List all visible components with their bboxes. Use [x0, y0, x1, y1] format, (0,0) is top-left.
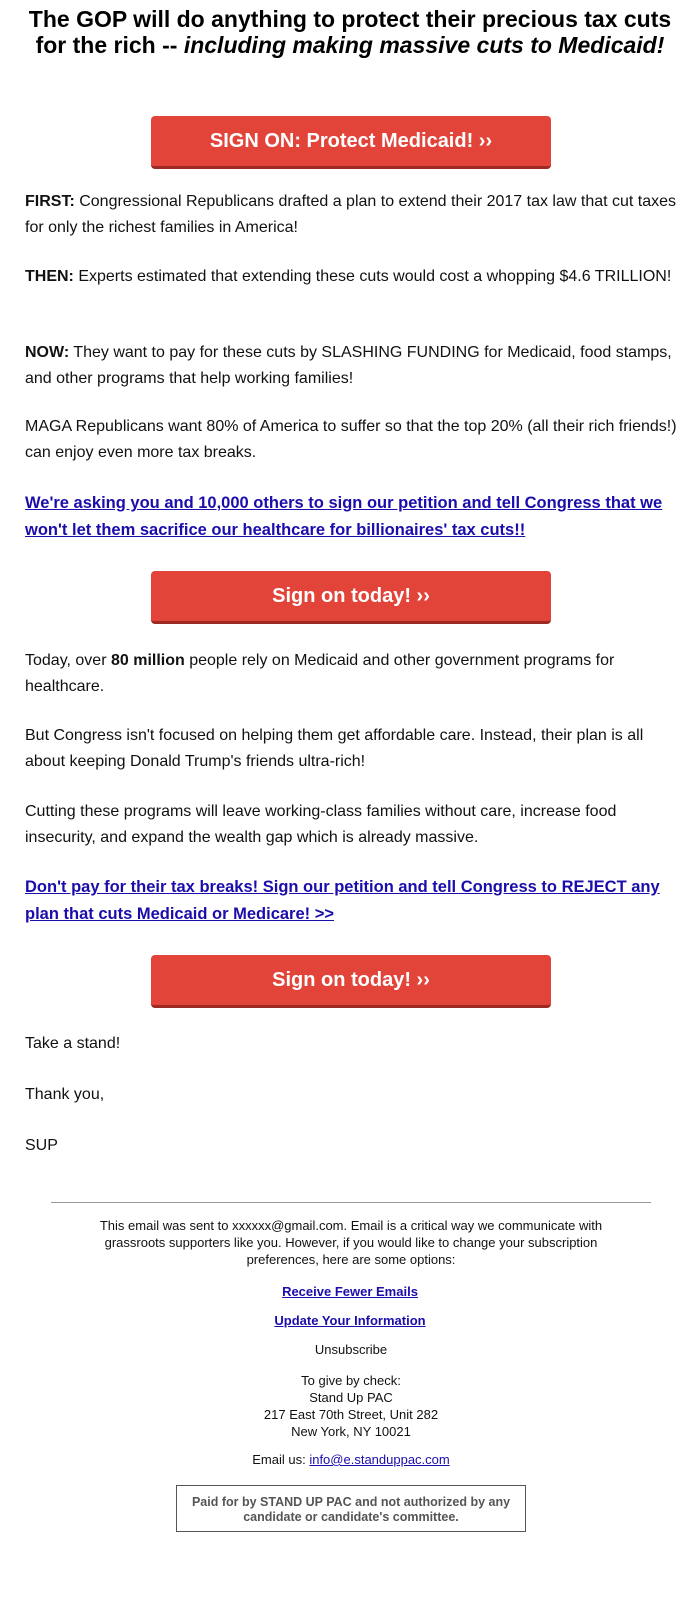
signoff: SUP	[25, 1137, 58, 1154]
mailing-address	[76, 1372, 626, 1440]
petition-link-paragraph-2	[25, 874, 680, 928]
sign-on-today-button-1[interactable]: Sign on today! ››	[151, 571, 551, 624]
then-paragraph	[25, 264, 680, 290]
then-label: THEN:	[25, 268, 74, 285]
first-paragraph	[25, 189, 680, 241]
footer-divider	[51, 1202, 651, 1203]
email-label: Email us:	[252, 1452, 310, 1467]
email-us-line	[76, 1451, 626, 1468]
update-info-row	[150, 1312, 550, 1329]
today-paragraph	[25, 648, 680, 700]
petition-link-1[interactable]: We're asking you and 10,000 others to sign our petition and tell Congress that we won't let them sacrifice our healthcare for billionaires' tax cuts!!	[25, 494, 663, 539]
petition-link-paragraph-1	[25, 490, 680, 544]
then-text: Experts estimated that extending these cuts would cost a whopping $4.6 TRILLION!	[73, 268, 672, 285]
update-information-link[interactable]: Update Your Information	[274, 1313, 426, 1328]
first-label: FIRST:	[25, 193, 75, 210]
congress-paragraph: But Congress isn't focused on helping them get affordable care. Instead, their plan is all about keeping Donald Trump's friends ultra-rich!	[25, 727, 644, 770]
today-post: people rely on Medicaid and other government programs for healthcare.	[25, 652, 615, 695]
today-bold: 80 million	[110, 652, 185, 669]
footer-notice: This email was sent to xxxxxx@gmail.com. Email is a critical way we communicate with grassroots supporters like you. However, if you would like to change your subscription preferences, here are some options:	[99, 1218, 603, 1267]
sign-on-today-button-2[interactable]: Sign on today! ››	[151, 955, 551, 1008]
protect-medicaid-button[interactable]: SIGN ON: Protect Medicaid! ››	[151, 116, 551, 169]
paid-for-disclaimer: Paid for by STAND UP PAC and not authorized by any candidate or candidate's committee.	[176, 1485, 526, 1532]
address-line-2: New York, NY 10021	[291, 1424, 411, 1439]
maga-paragraph: MAGA Republicans want 80% of America to suffer so that the top 20% (all their rich friends!) can enjoy even more tax breaks.	[25, 418, 677, 461]
now-paragraph	[25, 340, 680, 392]
now-label: NOW:	[25, 344, 70, 361]
cutting-paragraph: Cutting these programs will leave working-class families without care, increase food insecurity, and expand the wealth gap which is already massive.	[25, 803, 617, 846]
petition-link-2[interactable]: Don't pay for their tax breaks! Sign our petition and tell Congress to REJECT any plan that cuts Medicaid or Medicare! >>	[25, 878, 660, 923]
org-name: Stand Up PAC	[309, 1390, 393, 1405]
headline	[22, 6, 678, 58]
headline-emphasis: including making massive cuts to Medicaid!	[183, 32, 665, 58]
receive-fewer-emails-link[interactable]: Receive Fewer Emails	[282, 1284, 418, 1299]
take-a-stand: Take a stand!	[25, 1035, 121, 1052]
address-line-1: 217 East 70th Street, Unit 282	[263, 1407, 439, 1422]
headline-text: The GOP will do anything to protect their precious tax cuts for the rich --	[28, 6, 672, 58]
unsubscribe-link[interactable]: Unsubscribe	[314, 1342, 388, 1357]
fewer-emails-row	[150, 1283, 550, 1300]
now-text: They want to pay for these cuts by SLASHING FUNDING for Medicaid, food stamps, and other programs that help working families!	[25, 344, 672, 387]
first-text: Congressional Republicans drafted a plan to extend their 2017 tax law that cut taxes for only the richest families in America!	[25, 193, 677, 236]
today-pre: Today, over	[25, 652, 111, 669]
check-label: To give by check:	[301, 1373, 401, 1388]
thank-you: Thank you,	[25, 1086, 105, 1103]
contact-email-link[interactable]: info@e.standuppac.com	[309, 1452, 450, 1467]
